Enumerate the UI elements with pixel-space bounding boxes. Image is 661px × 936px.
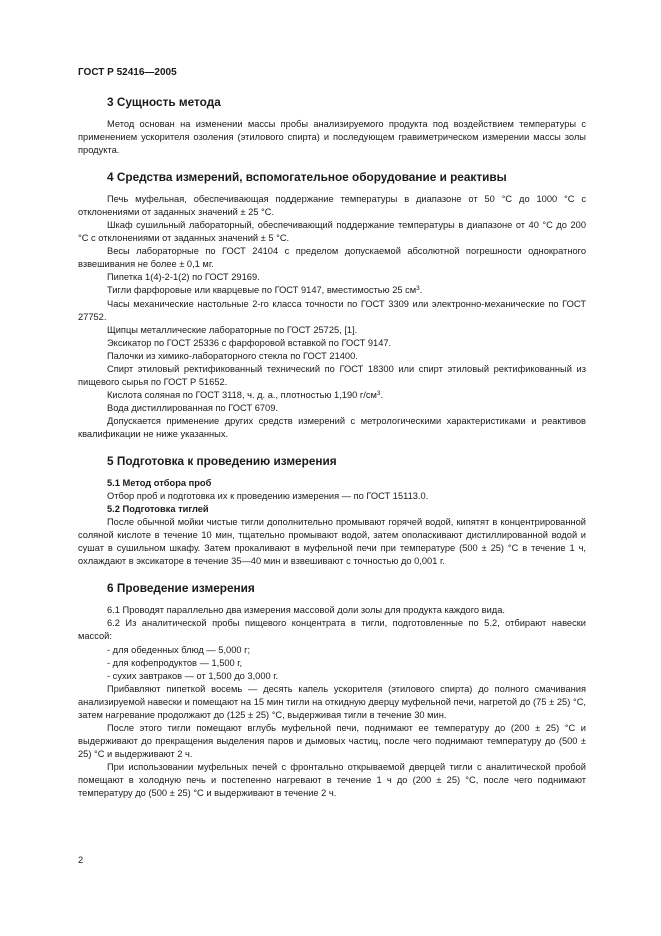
list-item: - сухих завтраков — от 1,500 до 3,000 г.	[107, 670, 279, 681]
list-item: - для кофепродуктов — 1,500 г,	[107, 657, 243, 668]
equipment-item-crucibles: Тигли фарфоровые или кварцевые по ГОСТ 9147, вместимостью 25 $см^3$.	[107, 285, 423, 296]
equipment-item: Часы механические настольные 2-го класса точности по ГОСТ 3309 или электронно-механические по ГОСТ 27752.	[78, 298, 586, 322]
equipment-item: Шкаф сушильный лабораторный, обеспечивающий поддержание температуры в диапазоне от 40 °С до 200 °С с отклонениями от заданных значений ± 5 °С.	[78, 220, 586, 244]
subsection-5-1-title: 5.1 Метод отбора проб	[107, 478, 212, 489]
equipment-item: Спирт этиловый ректификованный технический по ГОСТ 18300 или спирт этиловый ректификованный из пищевого сырья по ГОСТ Р 51652.	[78, 363, 586, 387]
section-6-paragraph: Прибавляют пипеткой восемь — десять капель ускорителя (этилового спирта) до полного смачивания анализируемой навески и помещают на 15 мин тигли на откидную дверцу муфельной печи, нагретой до (75 ± 25) °С, затем нагревание продолжают до (125 ± 25) °С, выдерживая тигли в течение 30 мин.	[78, 683, 586, 720]
equipment-item-acid: Кислота соляная по ГОСТ 3118, ч. д. а., плотностью 1,190 $г/см^3$.	[107, 389, 384, 400]
section-3-paragraph: Метод основан на изменении массы пробы анализируемого продукта под воздействием температуры с применением ускорителя озоления (этилового спирта) и последующем гравиметрическом измерении массы золы продукта.	[78, 119, 586, 156]
subsection-5-1-paragraph: Отбор проб и подготовка их к проведению измерения — по ГОСТ 15113.0.	[107, 491, 429, 502]
equipment-item: Эксикатор по ГОСТ 25336 с фарфоровой вставкой по ГОСТ 9147.	[107, 337, 392, 348]
equipment-item: Печь муфельная, обеспечивающая поддержание температуры в диапазоне от 50 °С до 1000 °С с отклонениями от заданных значений ± 25 °С.	[78, 194, 586, 218]
subsection-5-2-paragraph: После обычной мойки чистые тигли дополнительно промывают горячей водой, кипятят в концентрированной соляной кислоте в течение 10 мин, тщательно промывают водой, затем ополаскивают дистиллированной водой и сушат в сушильном шкафу. Затем прокаливают в муфельной печи при температуре (500 ± 25) °С в течение 1 ч, охлаждают в эксикаторе в течение 35—40 мин и взвешивают с точностью до 0,001 г.	[78, 517, 586, 567]
document-body	[78, 95, 586, 800]
equipment-item: Пипетка 1(4)-2-1(2) по ГОСТ 29169.	[107, 272, 260, 283]
equipment-item: Щипцы металлические лабораторные по ГОСТ 25725, [1].	[107, 324, 358, 335]
page-number: 2	[78, 855, 84, 865]
equipment-item: Весы лабораторные по ГОСТ 24104 с пределом допускаемой абсолютной погрешности однократного взвешивания не более ± 0,1 мг.	[78, 246, 586, 270]
crucibles-superscript: 3	[416, 285, 420, 293]
crucibles-text: Тигли фарфоровые или кварцевые по ГОСТ 9147, вместимостью 25 см	[107, 285, 417, 296]
section-6-paragraph: 6.1 Проводят параллельно два измерения массовой доли золы для продукта каждого вида.	[107, 605, 505, 616]
document-header: ГОСТ Р 52416—2005	[78, 67, 177, 78]
section-6-paragraph: 6.2 Из аналитической пробы пищевого концентрата в тигли, подготовленные по 5.2, отбирают навески массой:	[78, 618, 586, 642]
section-6-paragraph: При использовании муфельных печей с фронтально открываемой дверцей тигли с аналитической пробой помещают в холодную печь и постепенно нагревают в течение 1 ч до (200 ± 25) °С, после чего поднимают температуру до (500 ± 25) °С и выдерживают в течение 2 ч.	[78, 761, 586, 799]
section-5-title: 5 Подготовка к проведению измерения	[107, 454, 337, 469]
section-3-title: 3 Сущность метода	[107, 95, 221, 109]
acid-text: Кислота соляная по ГОСТ 3118, ч. д. а., плотностью 1,190 г/см	[107, 389, 377, 400]
section-6-title: 6 Проведение измерения	[107, 581, 255, 596]
equipment-item: Вода дистиллированная по ГОСТ 6709.	[107, 402, 278, 413]
equipment-item: Допускается применение других средств измерений с метрологическими характеристиками и реактивов квалификации не ниже указанных.	[78, 415, 586, 439]
subsection-5-2-title: 5.2 Подготовка тиглей	[107, 504, 209, 515]
list-item: - для обеденных блюд — 5,000 г;	[107, 644, 251, 655]
section-6-paragraph: После этого тигли помещают вглубь муфельной печи, поднимают ее температуру до (200 ± 25) °С и выдерживают до прекращения выделения паров и дымовых частиц, после чего поднимают температуру до (500 ± 25) °С и выдерживают 2 ч.	[78, 722, 586, 759]
equipment-item: Палочки из химико-лабораторного стекла по ГОСТ 21400.	[107, 350, 358, 361]
acid-superscript: 3	[376, 389, 381, 397]
section-4-title: 4 Средства измерений, вспомогательное оборудование и реактивы	[107, 170, 507, 185]
